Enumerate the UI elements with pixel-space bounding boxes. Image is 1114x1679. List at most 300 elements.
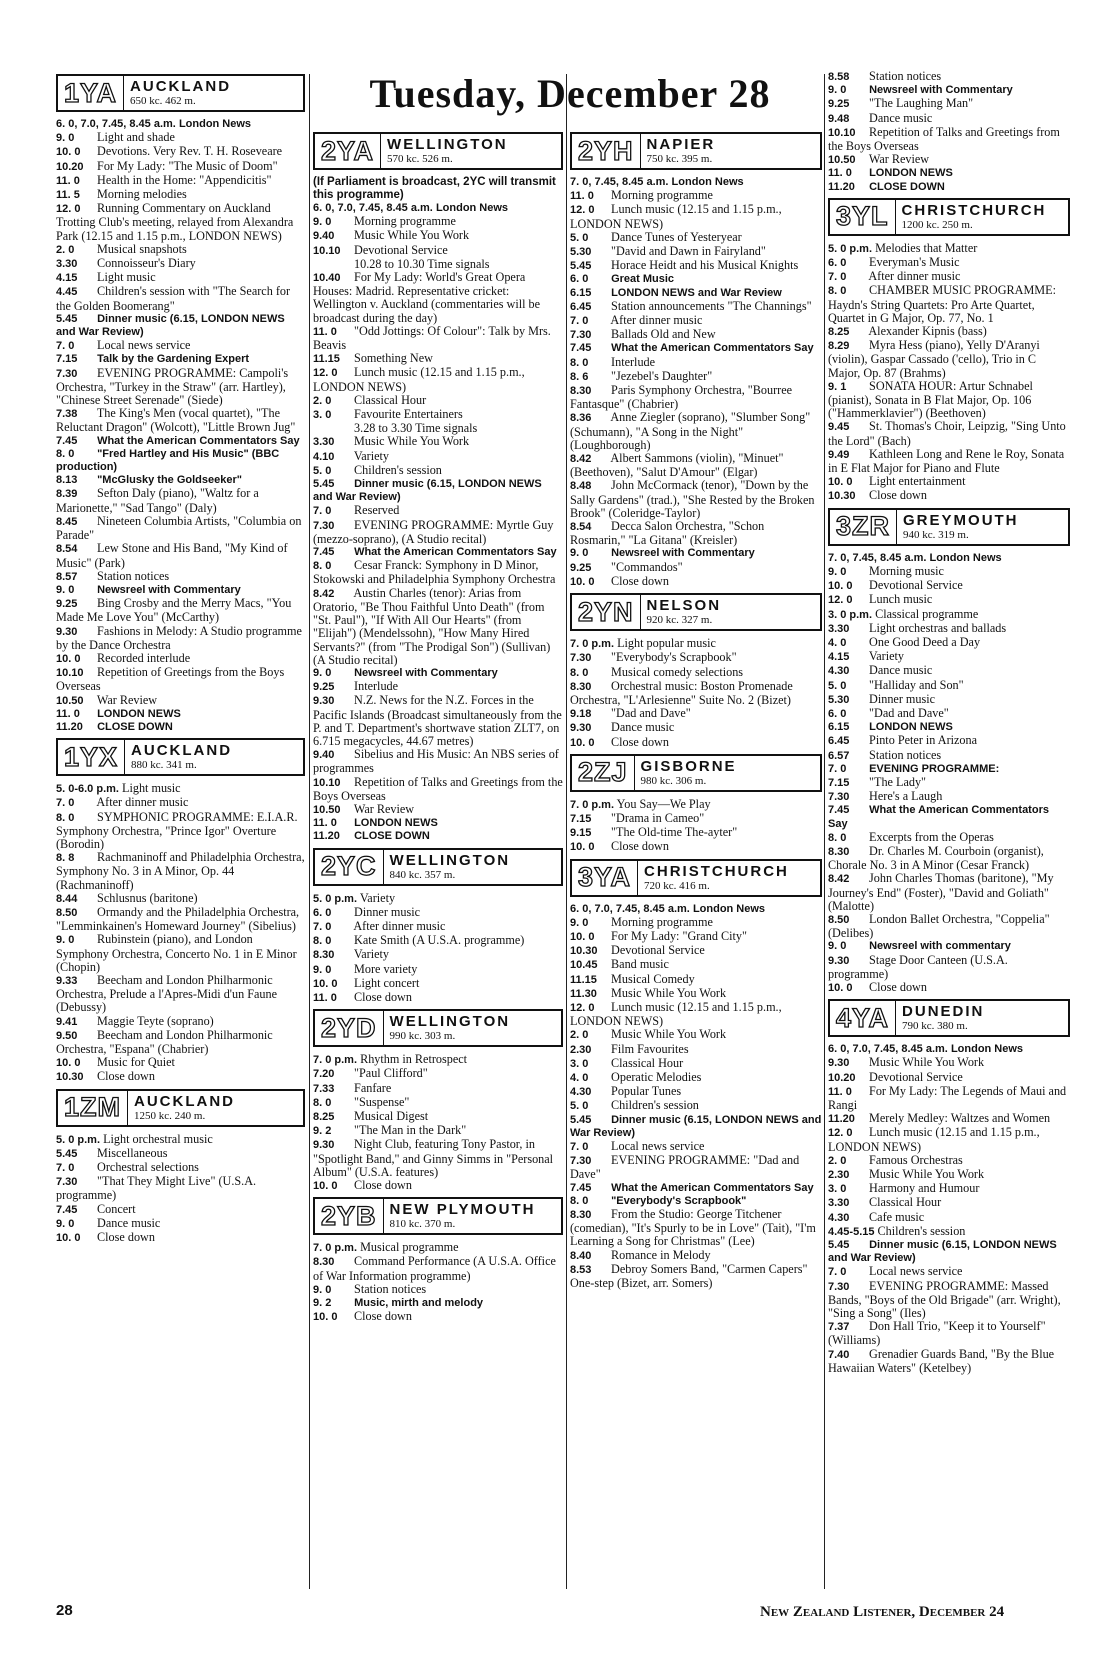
programme-entry (56, 160, 305, 174)
programme-entry (313, 366, 563, 393)
programme-description: Music While You Work (869, 1055, 985, 1070)
programme-time: 12. 0 (56, 203, 81, 216)
programme-time: 9. 0 (313, 1283, 332, 1296)
programme-time: 8.53 (570, 1263, 592, 1276)
programme-time: 7. 0 (828, 271, 847, 284)
programme-description: "McGlusky the Goldseeker" (97, 474, 242, 487)
station-call-sign: 2YC (315, 850, 384, 884)
programme-time: 8.39 (56, 488, 78, 501)
programme-description: What the American Commentators Say (611, 342, 814, 355)
programme-description: Station notices (354, 1281, 427, 1296)
programme-time: 6. 0, 7.0, 7.45, 8.45 a.m. (313, 202, 433, 214)
programme-description: London News (692, 902, 766, 915)
programme-time: 10. 0 (313, 1311, 338, 1324)
programme-description: One Good Deed a Day (869, 634, 981, 649)
station-header (56, 1089, 305, 1127)
programme-time: 7.45 (828, 804, 850, 817)
programme-entry (313, 587, 563, 667)
programme-entry (828, 112, 1070, 126)
programme-description: "The Old-time The-ayter" (611, 825, 738, 840)
programme-description: Anne Ziegler (soprano), "Slumber Song" (Schumann), "A Song in the Night" (Loughborough) (570, 410, 811, 452)
programme-description: Kate Smith (A U.S.A. programme) (354, 933, 525, 948)
programme-time: 5.45 (570, 1113, 592, 1126)
programme-description: Rubinstein (piano), and London Symphony Orchestra, Concerto No. 1 in E Minor (Chopin) (56, 932, 297, 974)
programme-entry (828, 664, 1070, 678)
programme-description: LONDON NEWS (869, 721, 953, 734)
programme-description: Classical Hour (869, 1195, 942, 1210)
programme-description: Music While You Work (611, 1027, 727, 1042)
programme-entry (828, 1126, 1070, 1153)
programme-entry (828, 776, 1070, 790)
programme-description: Kathleen Long and Rene le Roy, Sonata in E Flat Major for Piano and Flute (828, 446, 1065, 476)
programme-description: CLOSE DOWN (97, 720, 173, 733)
programme-time: 10. 0 (56, 146, 81, 159)
programme-time: 11. 0 (313, 991, 337, 1004)
programme-entry (828, 97, 1070, 111)
programme-description: Paris Symphony Orchestra, "Bourree Fantasque" (Chabrier) (570, 383, 793, 412)
programme-time: 3.30 (828, 1197, 850, 1210)
programme-time: 8.44 (56, 892, 78, 905)
programme-description: Close down (869, 488, 927, 503)
programme-time: 10.30 (828, 490, 856, 503)
programme-entry (313, 1255, 563, 1282)
programme-description: EVENING PROGRAMME: "Dad and Dave" (570, 1153, 800, 1182)
programme-description: Sefton Daly (piano), "Waltz for a Marionette," "Sad Tango" (Daly) (56, 486, 259, 515)
programme-time: 9.33 (56, 974, 78, 987)
programme-description: Local news service (97, 338, 191, 353)
programme-description: Dinner music (869, 691, 936, 706)
station-call-sign: 2YA (315, 134, 381, 168)
column-4 (828, 70, 1070, 1375)
programme-description: Light popular music (617, 636, 716, 651)
programme-description: Light concert (354, 975, 420, 990)
programme-entry (570, 328, 822, 342)
programme-time: 5. 0 (570, 1100, 589, 1113)
programme-time: 12. 0 (570, 1001, 595, 1014)
programme-entry (570, 384, 822, 411)
programme-time: 5.30 (570, 246, 592, 259)
programme-time: 10. 0 (56, 652, 81, 665)
programme-description: Light music (122, 781, 181, 796)
column-2 (313, 128, 563, 1324)
programme-description: 3.28 to 3.30 Time signals (354, 421, 478, 436)
programme-entry (828, 552, 1070, 565)
programme-time: 5. 0 (570, 231, 589, 244)
programme-time: 5. 0 (313, 464, 332, 477)
programme-description: Children's session (877, 1223, 966, 1238)
programme-entry (570, 1057, 822, 1071)
programme-description: Don Hall Trio, "Keep it to Yourself" (Williams) (828, 1319, 1046, 1348)
programme-description: Close down (611, 573, 669, 588)
station-block (56, 74, 305, 734)
programme-entry (56, 851, 305, 892)
programme-time: 9.49 (828, 448, 850, 461)
programme-entry (56, 721, 305, 734)
programme-time: 8.30 (828, 845, 850, 858)
programme-time: 10. 0 (570, 930, 595, 943)
programme-time: 9. 0 (570, 547, 589, 560)
programme-description: After dinner music (610, 313, 703, 328)
programme-description: Morning programme (611, 188, 713, 203)
programme-description: After dinner music (353, 918, 446, 933)
programme-entry (570, 273, 822, 286)
station-block (570, 593, 822, 750)
programme-time: 10. 0 (313, 977, 338, 990)
station-frequency: 840 kc. 357 m. (389, 868, 456, 881)
programme-description: Excerpts from the Operas (869, 829, 994, 844)
programme-entry (828, 622, 1070, 636)
programme-description: Fashions in Melody: A Studio programme by the Dance Orchestra (56, 623, 302, 652)
programme-description: LONDON NEWS (869, 167, 953, 180)
programme-entry (828, 380, 1070, 421)
programme-description: Beecham and London Philharmonic Orchestra, Prelude a l'Apres-Midi d'un Faune (Debussy) (56, 972, 277, 1015)
programme-description: Light entertainment (869, 474, 966, 489)
programme-time: 7.45 (313, 546, 335, 559)
programme-description: "Dad and Dave" (611, 706, 691, 721)
station-info (124, 79, 303, 107)
programme-time: 6.45 (570, 300, 592, 313)
programme-description: Music for Quiet (97, 1055, 175, 1070)
programme-time: 7. 0, 7.45, 8.45 a.m. (828, 551, 927, 564)
programme-entry (313, 1241, 563, 1255)
programme-time: 8.54 (56, 543, 78, 556)
programme-time: 7. 0 p.m. (313, 1054, 358, 1067)
programme-description: Local news service (611, 1138, 705, 1153)
programme-entry (570, 987, 822, 1001)
station-block (313, 848, 563, 1006)
programme-description: Musical Comedy (611, 971, 695, 986)
station-block (828, 198, 1070, 504)
programme-description: Light and shade (97, 130, 175, 145)
programme-entry (570, 452, 822, 479)
programme-description: Favourite Entertainers (354, 407, 463, 422)
programme-entry (828, 636, 1070, 650)
programme-entry (828, 954, 1070, 981)
programme-description: Dance music (611, 720, 675, 735)
programme-entry (56, 1070, 305, 1084)
programme-entry (313, 408, 563, 422)
programme-description: War Review (96, 692, 158, 707)
programme-time: 8. 0 (313, 935, 332, 948)
programme-description: Light orchestras and ballads (869, 620, 1007, 635)
programme-time: 9. 0 (56, 934, 75, 947)
programme-time: 4.15 (828, 651, 850, 664)
programme-description: Ormandy and the Philadelphia Orchestra, "Lemminkainen's Homeward Journey" (Sibelius) (56, 904, 300, 934)
programme-entry (828, 1239, 1070, 1265)
programme-description: EVENING PROGRAMME: Massed Bands, "Boys of the Old Brigade" (arr. Wright), "Sing a Song" (Iles) (828, 1278, 1061, 1321)
programme-time: 4.15 (56, 272, 78, 285)
programme-entry (828, 1154, 1070, 1168)
programme-entry (56, 515, 305, 542)
programme-time: 10. 0 (828, 580, 853, 593)
station-call-sign: 3YL (830, 200, 896, 234)
programme-entry (828, 242, 1070, 256)
programme-entry (570, 411, 822, 452)
programme-time: 11. 0 (828, 167, 852, 180)
programme-entry (56, 1217, 305, 1231)
station-frequency: 790 kc. 380 m. (902, 1020, 968, 1033)
programme-description: War Review (353, 801, 415, 816)
programme-description: Great Music (611, 273, 675, 286)
programme-entry (570, 1182, 822, 1195)
programme-time: 7.30 (56, 1176, 78, 1189)
programme-description: Devotional Service (869, 1069, 963, 1084)
programme-entry (313, 1283, 563, 1297)
programme-time: 11. 0 (828, 1085, 852, 1098)
programme-description: 10.28 to 10.30 Time signals (354, 256, 490, 271)
programme-description: London News (671, 176, 744, 188)
programme-description: Repetition of Talks and Greetings from the Boys Overseas (828, 124, 1060, 154)
programme-entry (313, 892, 563, 906)
programme-description: "The Lady" (869, 774, 927, 789)
programme-description: Stage Door Canteen (U.S.A. programme) (828, 952, 1008, 981)
station-call-sign: 1YX (58, 740, 125, 774)
programme-description: SONATA HOUR: Artur Schnabel (pianist), Sonata in B Flat Major, Op. 106 ("Hammerklavier") (Beethoven) (828, 378, 1033, 421)
programme-description: Pinto Peter in Arizona (869, 733, 978, 748)
programme-entry (828, 790, 1070, 804)
programme-time: 2.30 (570, 1043, 592, 1056)
programme-time: 11. 0 (570, 190, 594, 203)
station-info (128, 1094, 303, 1122)
station-frequency: 750 kc. 395 m. (646, 153, 713, 165)
programme-description: Newsreel with commentary (869, 940, 1011, 953)
programme-time: 10.10 (313, 244, 341, 257)
programme-entry (828, 126, 1070, 153)
programme-entry (313, 1110, 563, 1124)
programme-description: Dance Tunes of Yesteryear (611, 229, 742, 244)
programme-description: Music While You Work (354, 228, 470, 243)
programme-description: Morning melodies (97, 187, 187, 202)
programme-time: 8. 6 (570, 370, 589, 383)
programme-entry (313, 394, 563, 408)
programme-time: 8.42 (313, 587, 335, 600)
programme-description: "Suspense" (354, 1094, 410, 1109)
programme-time: 10.50 (313, 803, 341, 816)
programme-time: 7. 0 (570, 1140, 589, 1153)
programme-description: Variety (868, 649, 905, 664)
programme-description: Grenadier Guards Band, "By the Blue Hawaiian Waters" (Ketelbey) (828, 1346, 1055, 1375)
programme-time: 7. 0, 7.45, 8.45 a.m. (570, 176, 669, 188)
programme-entry (570, 840, 822, 854)
programme-entry (56, 542, 305, 569)
programme-entry (56, 892, 305, 906)
programme-description: Musical programme (360, 1240, 459, 1255)
programme-entry (570, 1154, 822, 1181)
programme-entry (56, 974, 305, 1015)
station-block (56, 738, 305, 1084)
station-call-sign: 2YH (572, 134, 641, 168)
station-header (828, 198, 1070, 236)
programme-description: Station notices (869, 70, 942, 83)
programme-entry (828, 448, 1070, 475)
programme-time: 4.30 (828, 1211, 850, 1224)
station-city: NAPIER (646, 136, 716, 153)
programme-entry (313, 1138, 563, 1179)
page-number: 28 (56, 1602, 73, 1619)
programme-time: 8.57 (56, 570, 78, 583)
programme-time: 10.20 (56, 160, 84, 173)
programme-description: John Charles Thomas (baritone), "My Journey's End" (Foster), "David and Goliath" (Malotte) (828, 871, 1054, 913)
programme-description: Variety (353, 947, 390, 962)
programme-entry (570, 1099, 822, 1113)
station-block (313, 1197, 563, 1324)
programme-entry (56, 1015, 305, 1029)
programme-entry (828, 845, 1070, 872)
programme-time: 8.30 (570, 680, 592, 693)
programme-description: What the American Commentators Say (828, 804, 1049, 830)
programme-time: 8.30 (313, 1256, 335, 1269)
programme-description: Talk by the Gardening Expert (97, 353, 250, 366)
programme-entry (56, 708, 305, 721)
programme-description: Close down (611, 839, 669, 854)
programme-time: 6. 0 (828, 257, 847, 270)
programme-description: St. Thomas's Choir, Leipzig, "Sing Unto the Lord" (Bach) (828, 419, 1066, 448)
programme-entry (313, 694, 563, 748)
station-city: CHRISTCHURCH (644, 862, 789, 880)
programme-description: CLOSE DOWN (354, 830, 430, 843)
programme-time: 7. 0 (313, 505, 332, 518)
page-title: Tuesday, December 28 (369, 71, 771, 116)
column-rule-3 (824, 74, 825, 1589)
programme-description: Here's a Laugh (869, 789, 943, 804)
programme-description: Dinner music (6.15, LONDON NEWS and War Review) (313, 478, 542, 504)
programme-entry (570, 520, 822, 547)
programme-time: 6.15 (828, 721, 850, 734)
programme-entry (56, 1161, 305, 1175)
station-block (828, 70, 1070, 194)
programme-description: Children's session (354, 462, 442, 477)
programme-description: Dr. Charles M. Courboin (organist), Chorale No. 3 in A Minor (Cesar Franck) (828, 843, 1044, 873)
programme-time: 7.45 (570, 1181, 592, 1194)
programme-entry (313, 504, 563, 518)
station-header (313, 1009, 563, 1047)
station-block (828, 999, 1070, 1375)
programme-entry (570, 547, 822, 560)
station-header (570, 754, 822, 792)
programme-description: More variety (354, 961, 418, 976)
programme-description: Rhythm in Retrospect (360, 1052, 468, 1067)
programme-description: Cesar Franck: Symphony in D Minor, Stokowski and Philadelphia Symphony Orchestra (313, 558, 556, 587)
programme-time: 5.45 (313, 478, 335, 491)
programme-entry (56, 1147, 305, 1161)
programme-entry (570, 637, 822, 651)
programme-description: "Everybody's Scrapbook" (611, 650, 737, 665)
programme-description: Miscellaneous (97, 1145, 168, 1160)
station-note: (If Parliament is broadcast, 2YC will transmit this programme) (313, 176, 556, 201)
programme-time: 10.10 (56, 667, 84, 680)
programme-time: 7. 0 p.m. (313, 1242, 358, 1255)
programme-description: SYMPHONIC PROGRAMME: E.I.A.R. Symphony Orchestra, "Prince Igor" Overture (Borodin) (56, 809, 298, 851)
programme-entry (570, 1071, 822, 1085)
programme-time: 7.38 (56, 408, 78, 421)
programme-time: 7.30 (570, 1155, 592, 1168)
programme-entry (570, 736, 822, 750)
programme-time: 3.30 (56, 258, 78, 271)
programme-entry (56, 811, 305, 852)
programme-description: Decca Salon Orchestra, "Schon Rosmarin," "La Gitana" (Kreisler) (570, 519, 765, 548)
programme-time: 7.30 (56, 367, 78, 380)
programme-time: 11. 0 (313, 817, 337, 830)
programme-description: London Ballet Orchestra, "Coppelia" (Delibes) (828, 911, 1050, 941)
programme-entry (56, 313, 305, 339)
programme-description: "Dad and Dave" (869, 705, 949, 720)
programme-time: 10. 0 (828, 981, 853, 994)
programme-description: Orchestral selections (97, 1160, 199, 1175)
programme-time: 9. 0 (313, 216, 332, 229)
programme-description: Ballads Old and New (611, 327, 716, 342)
programme-time: 8. 0 (828, 285, 847, 298)
programme-description: Schlusnus (baritone) (97, 890, 198, 905)
programme-entry (570, 245, 822, 259)
programme-entry (56, 1056, 305, 1070)
programme-time: 11.20 (828, 1113, 855, 1126)
programme-time: 6. 0, 7.0, 7.45, 8.45 a.m. (56, 118, 176, 130)
programme-time: 7.30 (570, 329, 592, 342)
programme-entry (828, 1265, 1070, 1279)
station-city: AUCKLAND (131, 742, 233, 760)
programme-time: 9.48 (828, 112, 850, 125)
programme-time: 5.45 (56, 1147, 78, 1160)
programme-entry (56, 285, 305, 312)
programme-description: Albert Sammons (violin), "Minuet" (Beethoven), "Salut D'Amour" (Elgar) (570, 451, 784, 480)
station-frequency: 720 kc. 416 m. (644, 879, 710, 892)
station-header (570, 859, 822, 897)
programme-entry (828, 256, 1070, 270)
programme-description: War Review (868, 152, 930, 167)
programme-entry (828, 1168, 1070, 1182)
programme-entry (313, 559, 563, 586)
programme-entry (570, 314, 822, 328)
programme-entry (313, 1053, 563, 1067)
station-call-sign: 2YN (572, 595, 641, 629)
programme-time: 11. 5 (56, 189, 80, 202)
programme-time: 10. 0 (570, 841, 595, 854)
programme-time: 8.58 (828, 71, 850, 83)
programme-time: 5. 0 p.m. (828, 242, 873, 255)
programme-entry (570, 798, 822, 812)
programme-entry (828, 153, 1070, 167)
programme-entry (570, 651, 822, 665)
programme-entry (570, 479, 822, 520)
programme-time: 8.42 (828, 873, 850, 886)
programme-description: For My Lady: "Grand City" (611, 928, 747, 943)
programme-time: 9. 0 (570, 916, 589, 929)
programme-description: Children's session (611, 1098, 699, 1113)
programme-description: Musical snapshots (97, 241, 187, 256)
programme-entry (828, 1196, 1070, 1210)
programme-description: For My Lady: World's Great Opera Houses: Madrid. Representative cricket: Wellington v. Auckland (commentaries will be broadcast during the day) (313, 270, 541, 325)
station-city: DUNEDIN (902, 1003, 985, 1021)
programme-entry (828, 284, 1070, 325)
programme-description: EVENING PROGRAMME: Myrtle Guy (mezzo-soprano), (A Studio recital) (313, 517, 554, 546)
programme-description: Light music (97, 270, 156, 285)
programme-entry (56, 131, 305, 145)
programme-time: 7.15 (56, 353, 78, 366)
programme-entry (570, 1028, 822, 1042)
programme-time: 9. 0 (828, 565, 847, 578)
programme-time: 9.15 (570, 827, 592, 840)
programme-time: 5. 0 (828, 679, 847, 692)
station-frequency: 920 kc. 327 m. (646, 614, 713, 627)
programme-description: "Paul Clifford" (354, 1066, 428, 1081)
programme-description: "That They Might Live" (U.S.A. programme) (56, 1174, 257, 1203)
programme-time: 8. 0 (313, 560, 332, 573)
programme-time: 8.40 (570, 1249, 592, 1262)
programme-entry (828, 693, 1070, 707)
programme-entry (313, 991, 563, 1005)
programme-description: Alexander Kipnis (bass) (868, 324, 987, 339)
station-frequency: 880 kc. 341 m. (131, 759, 197, 772)
